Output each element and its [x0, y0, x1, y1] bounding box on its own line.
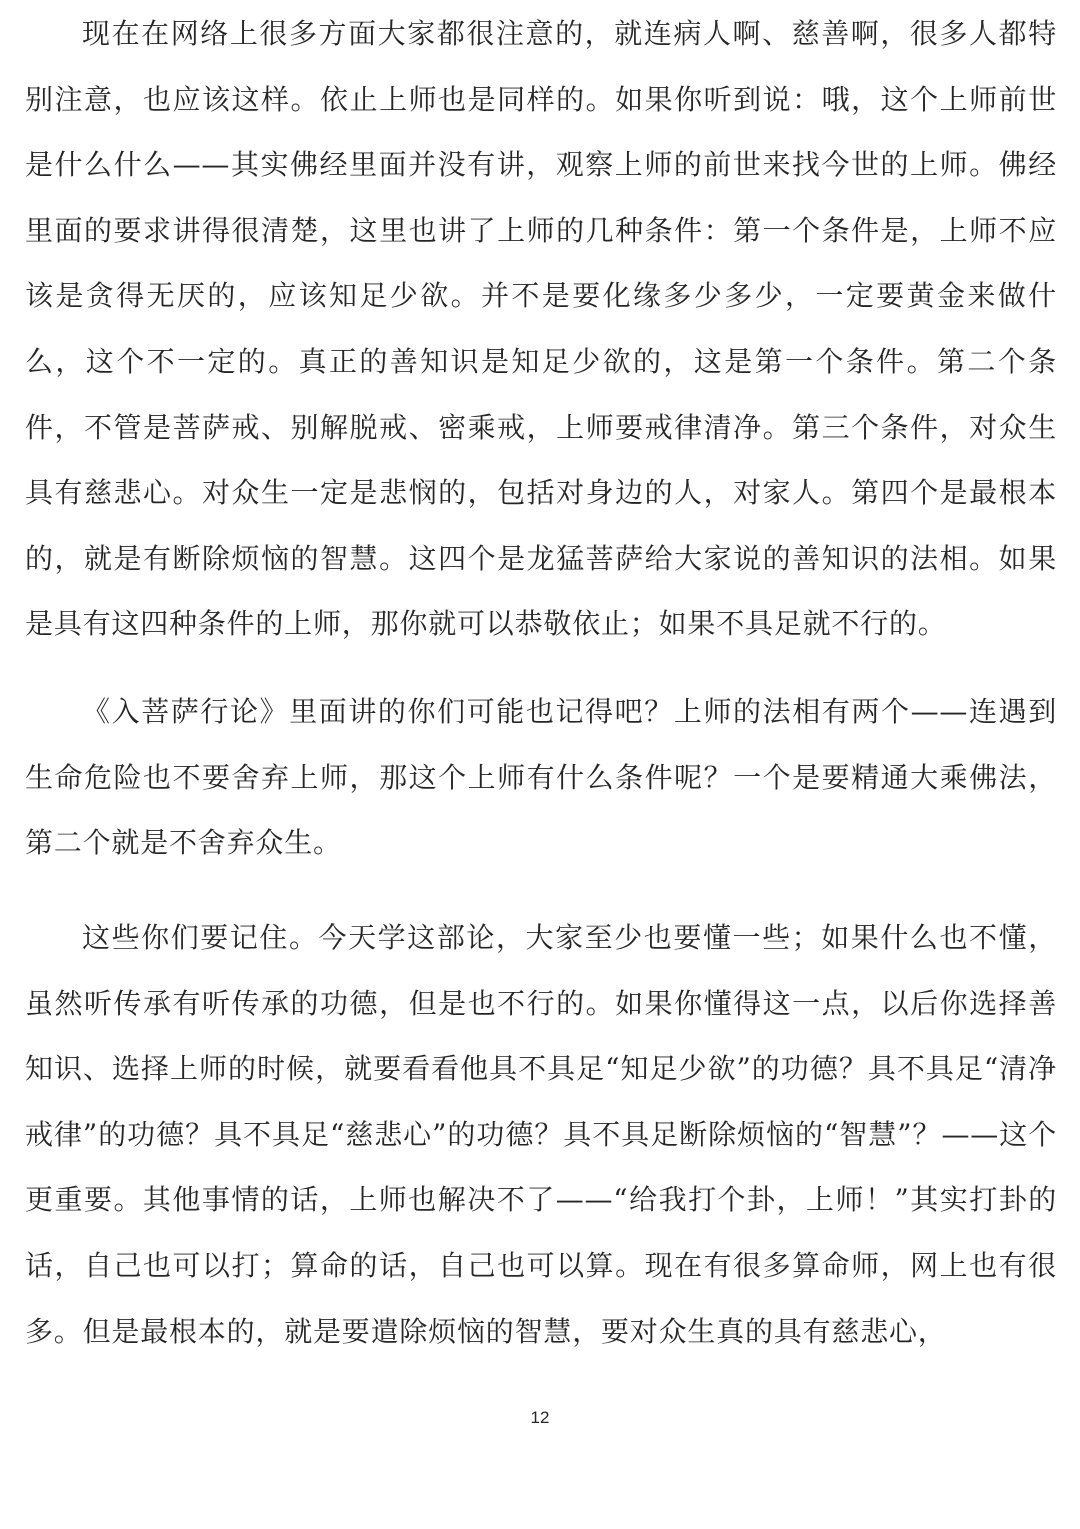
paragraph-conditions-of-teacher: 现在在网络上很多方面大家都很注意的，就连病人啊、慈善啊，很多人都特别注意，也应该这样。依止上师也是同样的。如果你听到说：哦，这个上师前世是什么什么——其实佛经里面并没有讲，观察上师的前世来找今世的上师。佛经里面的要求讲得很清楚，这里也讲了上师的几种条件：第一个条件是，上师不应该是贪得无厌的，应该知足少欲。并不是要化缘多少多少，一定要黄金来做什么，这个不一定的。真正的善知识是知足少欲的，这是第一个条件。第二个条件，不管是菩萨戒、别解脱戒、密乘戒，上师要戒律清净。第三个条件，对众生具有慈悲心。对众生一定是悲悯的，包括对身边的人，对家人。第四个是最根本的，就是有断除烦恼的智慧。这四个是龙猛菩萨给大家说的善知识的法相。如果是具有这四种条件的上师，那你就可以恭敬依止；如果不具足就不行的。 — [25, 17, 1057, 641]
paragraph-bodhicaryavatara: 《入菩萨行论》里面讲的你们可能也记得吧？上师的法相有两个——连遇到生命危险也不要舍弃上师，那这个上师有什么条件呢？一个是要精通大乘佛法，第二个就是不舍弃众生。 — [25, 695, 1057, 860]
page-number: 12 — [530, 1408, 550, 1427]
paragraph-remember-this: 这些你们要记住。今天学这部论，大家至少也要懂一些；如果什么也不懂，虽然听传承有听传承的功德，但是也不行的。如果你懂得这一点，以后你选择善知识、选择上师的时候，就要看看他具不具足“知足少欲”的功德？具不具足“清净戒律”的功德？具不具足“慈悲心”的功德？具不具足断除烦恼的“智慧”？——这个更重要。其他事情的话，上师也解决不了——“给我打个卦，上师！”其实打卦的话，自己也可以打；算命的话，自己也可以算。现在有很多算命师，网上也有很多。但是最根本的，就是要遣除烦恼的智慧，要对众生真的具有慈悲心， — [25, 921, 1057, 1348]
